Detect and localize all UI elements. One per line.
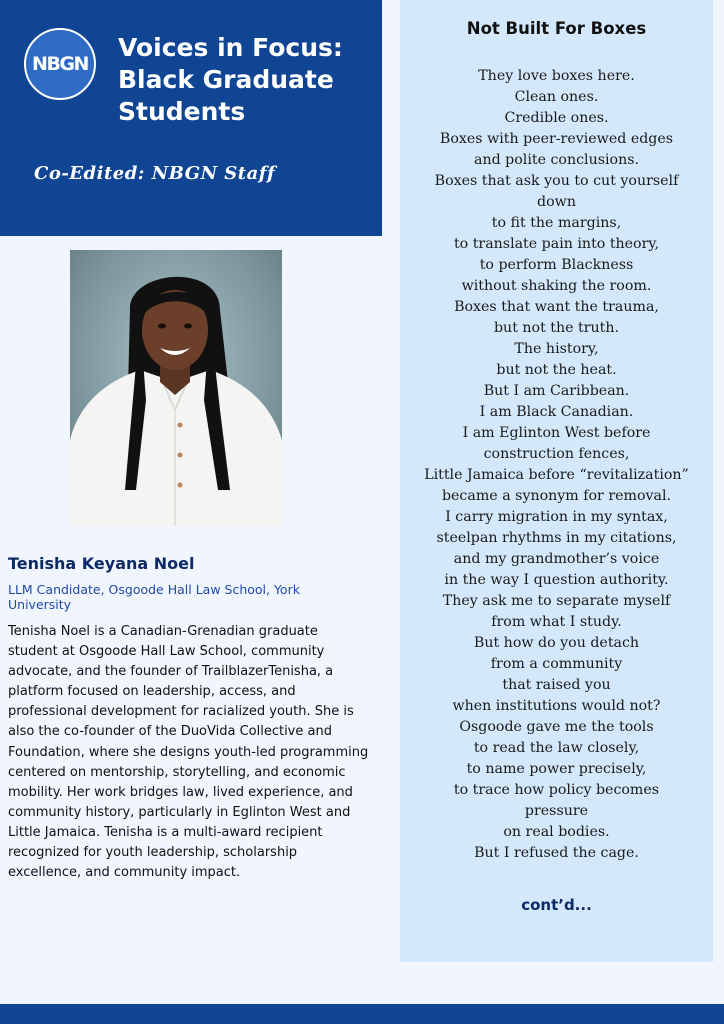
poem-line: without shaking the room. (461, 278, 652, 294)
poem-line: from a community (490, 656, 623, 672)
poem-body (400, 66, 713, 864)
poem-line: on real bodies. (503, 824, 610, 840)
page-title: Voices in Focus: Black Graduate Students (118, 33, 343, 126)
poem-line: I am Eglinton West before (462, 425, 651, 441)
poem-line: Little Jamaica before “revitalization” (424, 467, 689, 483)
poem-line: Credible ones. (504, 110, 609, 126)
poem-line: to read the law closely, (473, 740, 640, 756)
poem-line: They ask me to separate myself (442, 593, 671, 609)
poem-line: Clean ones. (514, 89, 599, 105)
poem-line: But I am Caribbean. (483, 383, 630, 399)
continued-label: cont’d... (521, 896, 592, 914)
poem-line: But I refused the cage. (474, 845, 639, 861)
poem-line: down (537, 194, 576, 210)
poem-line: I am Black Canadian. (479, 404, 634, 420)
profile-bio: Tenisha Noel is a Canadian-Grenadian graduate student at Osgoode Hall Law School, community advocate, and the founder of TrailblazerTenisha, a platform focused on leadership, access, and professional development for racialized youth. She is also the co-founder of the DuoVida Collective and Foundation, where she designs youth-led programming centered on mentorship, storytelling, and economic mobility. Her work bridges law, lived experience, and community history, particularly in Eglinton West and Little Jamaica. Tenisha is a multi-award recipient recognized for youth leadership, scholarship excellence, and community impact. (8, 624, 369, 881)
poem-line: But how do you detach (473, 635, 640, 651)
profile-role: LLM Candidate, Osgoode Hall Law School, York University (8, 582, 300, 612)
poem-line: I carry migration in my syntax, (445, 509, 668, 525)
poem-line: Boxes with peer-reviewed edges (439, 131, 674, 147)
poem-line: and polite conclusions. (473, 152, 640, 168)
poem-line: became a synonym for removal. (441, 488, 672, 504)
poem-line: Boxes that ask you to cut yourself (434, 173, 679, 189)
poem-line: The history, (514, 341, 599, 357)
poem-line: that raised you (502, 677, 611, 693)
poem-line: They love boxes here. (478, 68, 635, 84)
poem-panel (400, 0, 713, 962)
poem-line: steelpan rhythms in my citations, (436, 530, 677, 546)
poem-line: to fit the margins, (491, 215, 622, 231)
profile-name: Tenisha Keyana Noel (8, 554, 195, 573)
nbgn-logo (24, 28, 96, 100)
profile-photo (70, 250, 282, 526)
poem-line: to trace how policy becomes (453, 782, 660, 798)
poem-line: in the way I question authority. (444, 572, 669, 588)
poem-line: but not the truth. (493, 320, 620, 336)
poem-line: but not the heat. (496, 362, 617, 378)
poem-line: to name power precisely, (466, 761, 647, 777)
footer-bar (0, 1004, 724, 1024)
poem-line: and my grandmother’s voice (453, 551, 660, 567)
poem-line: Boxes that want the trauma, (454, 299, 659, 315)
poem-line: from what I study. (491, 614, 622, 630)
poem-line: to translate pain into theory, (453, 236, 660, 252)
poem-line: construction fences, (483, 446, 630, 462)
poem-line: when institutions would not? (452, 698, 661, 714)
poem-line: pressure (524, 803, 589, 819)
header-banner (0, 0, 382, 236)
poem-line: to perform Blackness (479, 257, 634, 273)
logo-text: NBGN (32, 53, 88, 75)
editor-credit: Co-Edited: NBGN Staff (34, 163, 276, 184)
poem-line: Osgoode gave me the tools (459, 719, 654, 735)
poem-title: Not Built For Boxes (466, 19, 647, 38)
